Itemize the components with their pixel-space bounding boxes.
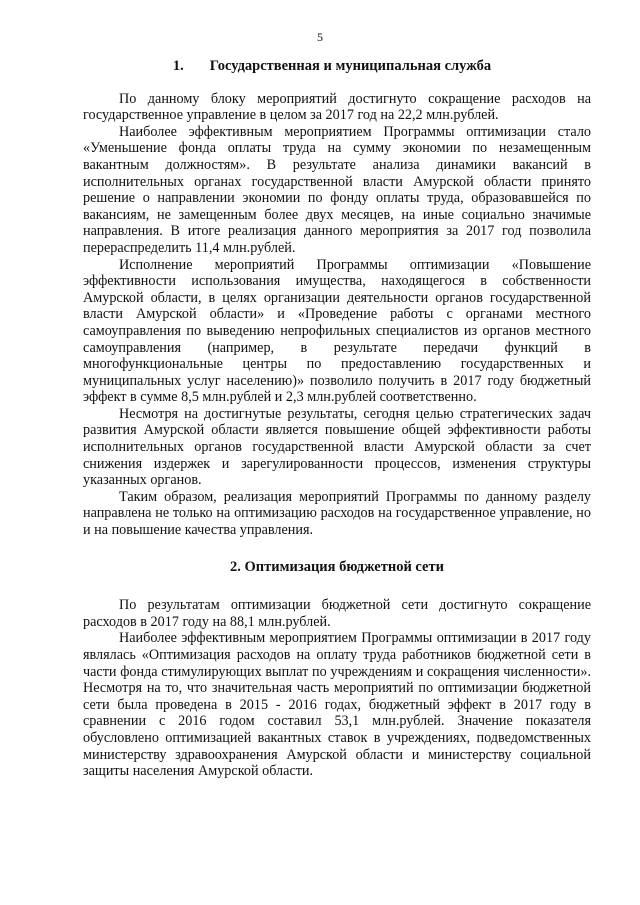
section-1-paragraph: Исполнение мероприятий Программы оптимизации «Повышение эффективности использования имущества, находящегося в собственности Амурской области, в целях организации деятельности органов государственной власти Амурской области» и «Проведение работы с органами местного самоуправления по выведению непрофильных специалистов из органов местного самоуправления (например, в результате передачи функций в многофункциональные центры по предоставлению государственных и муниципальных услуг населению)» позволило получить в 2017 году бюджетный эффект в сумме 8,5 млн.рублей и 2,3 млн.рублей соответственно. bbox=[83, 256, 591, 406]
section-1-number: 1. bbox=[172, 58, 184, 74]
document-body bbox=[83, 58, 591, 780]
section-1-title: Государственная и муниципальная служба bbox=[209, 58, 492, 74]
page-number: 5 bbox=[317, 30, 323, 44]
section-2-paragraph: Наиболее эффективным мероприятием Программы оптимизации в 2017 году являлась «Оптимизация расходов на оплату труда работников бюджетной сети в части фонда стимулирующих выплат по учреждениям и сокращения численности». Несмотря на то, что значительная часть мероприятий по оптимизации бюджетной сети была проведена в 2015 - 2016 годах, бюджетный эффект в 2017 году в сравнении с 2016 годом составил 53,1 млн.рублей. Значение показателя обусловлено оптимизацией вакантных ставок в учреждениях, подведомственных министерству здравоохранения Амурской области и министерству социальной защиты населения Амурской области. bbox=[83, 630, 591, 780]
section-1-paragraph: Таким образом, реализация мероприятий Программы по данному разделу направлена не только на оптимизацию расходов на государственное управление, но и на повышение качества управления. bbox=[83, 488, 591, 539]
section-1-paragraph: Наиболее эффективным мероприятием Программы оптимизации стало «Уменьшение фонда оплаты труда на сумму экономии по незамещенным вакантным должностям». В результате анализа динамики вакансий в исполнительных органах государственной власти Амурской области принято решение о направлении экономии по фонду оплаты труда, образовавшейся по вакансиям, не замещенным более двух месяцев, на иные социально значимые направления. В итоге реализация данного мероприятия за 2017 год позволила перераспределить 11,4 млн.рублей. bbox=[83, 123, 591, 256]
section-2-heading: 2. Оптимизация бюджетной сети bbox=[230, 558, 444, 575]
section-1-heading bbox=[73, 58, 591, 75]
section-1-paragraph: По данному блоку мероприятий достигнуто сокращение расходов на государственное управление в целом за 2017 год на 22,2 млн.рублей. bbox=[83, 90, 591, 124]
section-1-paragraph: Несмотря на достигнутые результаты, сегодня целью стратегических задач развития Амурской области является повышение общей эффективности работы исполнительных органов государственной власти Амурской области за счет снижения издержек и зарегулированности процессов, изменения структуры указанных органов. bbox=[83, 405, 591, 489]
section-2-paragraph: По результатам оптимизации бюджетной сети достигнуто сокращение расходов в 2017 году на 88,1 млн.рублей. bbox=[83, 597, 591, 630]
